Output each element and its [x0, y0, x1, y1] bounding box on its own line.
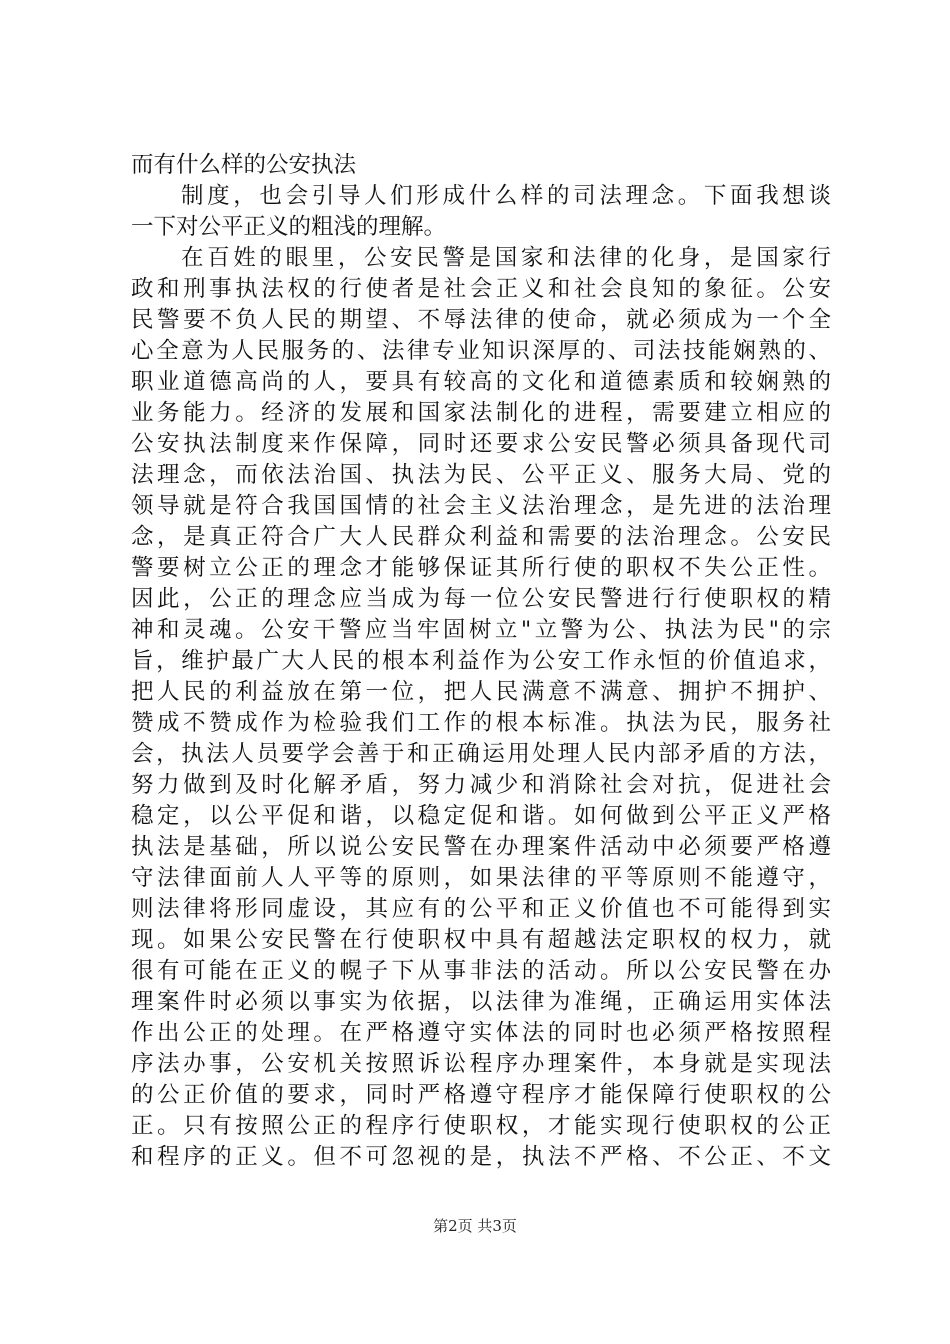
text-line: 现。如果公安民警在行使职权中具有超越法定职权的权力，就 — [131, 927, 831, 953]
text-line: 而有什么样的公安执法 — [131, 152, 357, 178]
text-line: 因此，公正的理念应当成为每一位公安民警进行行使职权的精 — [131, 586, 831, 612]
text-line: 民警要不负人民的期望、不辱法律的使命，就必须成为一个全 — [131, 307, 831, 333]
page-footer: 第2页 共3页 — [433, 1217, 517, 1235]
text-line: 很有可能在正义的幌子下从事非法的活动。所以公安民警在办 — [131, 958, 831, 984]
document-body — [131, 150, 831, 1173]
text-line: 稳定，以公平促和谐，以稳定促和谐。如何做到公平正义严格 — [131, 803, 831, 829]
text-line: 执法是基础，所以说公安民警在办理案件活动中必须要严格遵 — [131, 834, 831, 860]
text-line: 心全意为人民服务的、法律专业知识深厚的、司法技能娴熟的、 — [131, 338, 831, 364]
text-line: 把人民的利益放在第一位，把人民满意不满意、拥护不拥护、 — [131, 679, 831, 705]
text-line: 制度，也会引导人们形成什么样的司法理念。下面我想谈 — [181, 183, 831, 209]
text-line: 领导就是符合我国国情的社会主义法治理念，是先进的法治理 — [131, 493, 831, 519]
text-line: 作出公正的处理。在严格遵守实体法的同时也必须严格按照程 — [131, 1020, 831, 1046]
text-line: 念，是真正符合广大人民群众利益和需要的法治理念。公安民 — [131, 524, 831, 550]
text-line: 理案件时必须以事实为依据，以法律为准绳，正确运用实体法 — [131, 989, 831, 1015]
text-line: 业务能力。经济的发展和国家法制化的进程，需要建立相应的 — [131, 400, 831, 426]
text-line: 正。只有按照公正的程序行使职权，才能实现行使职权的公正 — [131, 1113, 831, 1139]
text-line: 政和刑事执法权的行使者是社会正义和社会良知的象征。公安 — [131, 276, 831, 302]
text-line: 法理念，而依法治国、执法为民、公平正义、服务大局、党的 — [131, 462, 831, 488]
text-line: 赞成不赞成作为检验我们工作的根本标准。执法为民，服务社 — [131, 710, 831, 736]
text-line: 职业道德高尚的人，要具有较高的文化和道德素质和较娴熟的 — [131, 369, 831, 395]
text-line: 和程序的正义。但不可忽视的是，执法不严格、不公正、不文 — [131, 1144, 831, 1170]
text-line: 会，执法人员要学会善于和正确运用处理人民内部矛盾的方法， — [131, 741, 831, 767]
text-line: 则法律将形同虚设，其应有的公平和正义价值也不可能得到实 — [131, 896, 831, 922]
text-line: 旨，维护最广大人民的根本利益作为公安工作永恒的价值追求， — [131, 648, 831, 674]
text-line: 公安执法制度来作保障，同时还要求公安民警必须具备现代司 — [131, 431, 831, 457]
text-line: 一下对公平正义的粗浅的理解。 — [131, 214, 447, 240]
text-line: 努力做到及时化解矛盾，努力减少和消除社会对抗，促进社会 — [131, 772, 831, 798]
text-line: 守法律面前人人平等的原则，如果法律的平等原则不能遵守， — [131, 865, 831, 891]
text-line: 警要树立公正的理念才能够保证其所行使的职权不失公正性。 — [131, 555, 831, 581]
text-line: 序法办事，公安机关按照诉讼程序办理案件，本身就是实现法 — [131, 1051, 831, 1077]
text-line: 的公正价值的要求，同时严格遵守程序才能保障行使职权的公 — [131, 1082, 831, 1108]
text-line: 神和灵魂。公安干警应当牢固树立"立警为公、执法为民"的宗 — [131, 617, 831, 643]
text-line: 在百姓的眼里，公安民警是国家和法律的化身，是国家行 — [181, 245, 831, 271]
